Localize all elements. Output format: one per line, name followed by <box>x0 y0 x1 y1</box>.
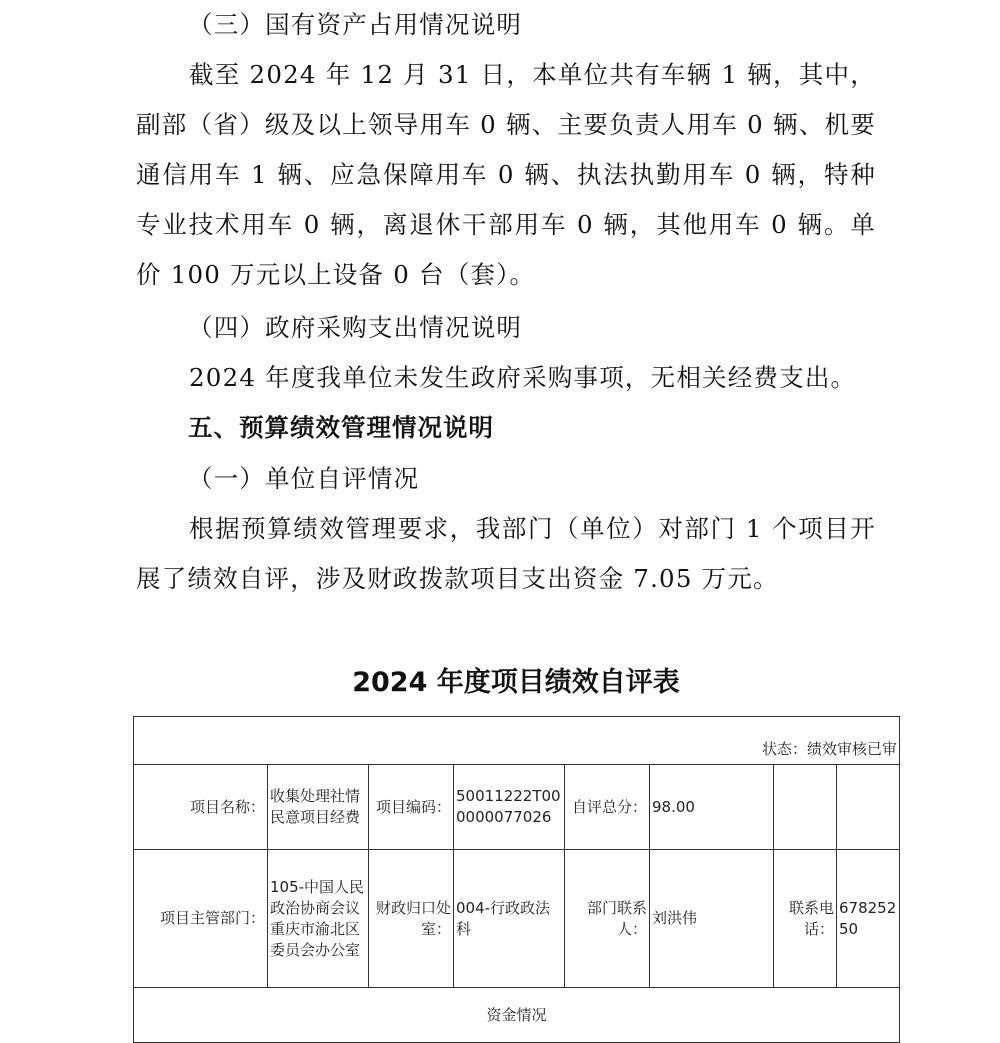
contact-value: 刘洪伟 <box>650 850 774 988</box>
project-code-value: 50011222T000000077026 <box>454 765 565 850</box>
finance-office-value: 004-行政政法科 <box>454 850 565 988</box>
section-3-heading: （三）国有资产占用情况说明 <box>188 10 523 39</box>
section-5-subheading: （一）单位自评情况 <box>188 464 420 493</box>
project-name-value: 收集处理社情民意项目经费 <box>268 765 369 850</box>
finance-office-label: 财政归口处室： <box>369 850 454 988</box>
status-cell: 状态：绩效审核已审 <box>134 717 900 765</box>
dept-label: 项目主管部门： <box>134 850 268 988</box>
section-5-heading: 五、预算绩效管理情况说明 <box>188 413 494 442</box>
performance-evaluation-table <box>133 716 900 1043</box>
section-4-body: 2024 年度我单位未发生政府采购事项，无相关经费支出。 <box>189 363 857 392</box>
phone-value: 67825250 <box>837 850 900 988</box>
empty-cell <box>774 765 837 850</box>
project-code-label: 项目编码： <box>369 765 454 850</box>
contact-label: 部门联系人： <box>565 850 650 988</box>
section-5-body: 根据预算绩效管理要求，我部门（单位）对部门 1 个项目开展了绩效自评，涉及财政拨款项目支出资金 7.05 万元。 <box>136 514 876 593</box>
phone-label: 联系电话： <box>774 850 837 988</box>
section-4-heading: （四）政府采购支出情况说明 <box>188 313 523 342</box>
table-title: 2024 年度项目绩效自评表 <box>352 667 680 698</box>
funding-header: 资金情况 <box>134 988 900 1043</box>
score-label: 自评总分： <box>565 765 650 850</box>
empty-cell <box>837 765 900 850</box>
score-value: 98.00 <box>650 765 774 850</box>
dept-value: 105-中国人民政治协商会议重庆市渝北区委员会办公室 <box>268 850 369 988</box>
section-3-body: 截至 2024 年 12 月 31 日，本单位共有车辆 1 辆，其中，副部（省）级及以上领导用车 0 辆、主要负责人用车 0 辆、机要通信用车 1 辆、应急保障用车 0 辆、执法执勤用车 0 辆，特种专业技术用车 0 辆，离退休干部用车 0 辆，其他用车 0 辆。单价 100 万元以上设备 0 台（套）。 <box>136 60 876 289</box>
project-name-label: 项目名称： <box>134 765 268 850</box>
